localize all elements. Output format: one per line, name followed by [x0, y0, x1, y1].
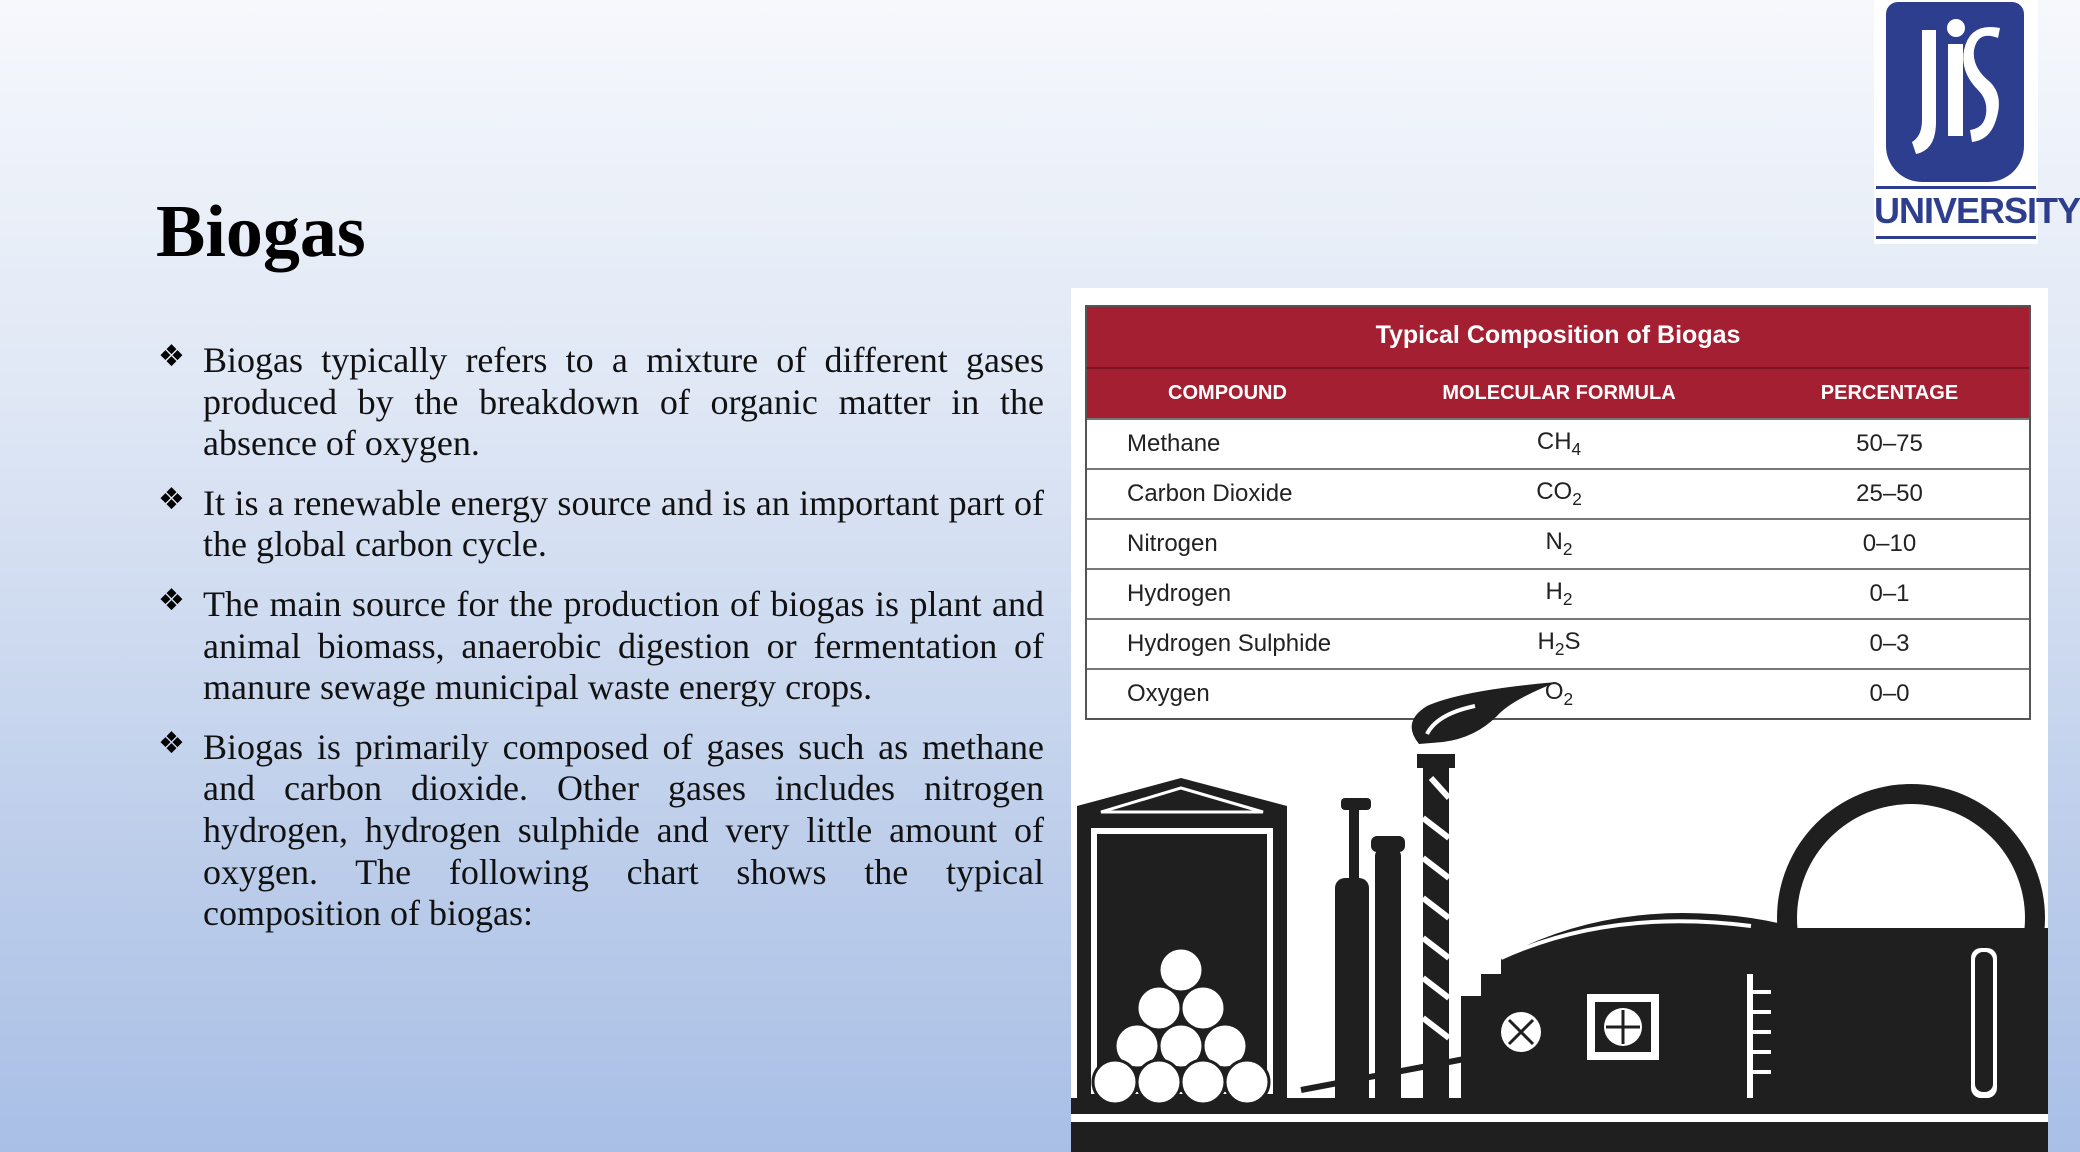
compound-cell: Oxygen — [1087, 669, 1368, 718]
table-row — [1087, 469, 2029, 519]
ground-base — [1071, 1122, 2048, 1152]
logo-rule-top — [1876, 186, 2036, 189]
biogas-composition-figure — [1071, 288, 2048, 1152]
bullet-list — [156, 340, 1044, 953]
bullet-text: The main source for the production of biogas is plant and animal biomass, anaerobic digestion or fermentation of manure sewage municipal waste energy crops. — [203, 583, 1044, 708]
formula-cell: $CH_4$ — [1368, 419, 1750, 469]
logo-mark — [1886, 2, 2024, 182]
formula-cell: $H_2S$ — [1368, 619, 1750, 669]
tank-left — [1335, 878, 1369, 1108]
bullet-item — [156, 483, 1044, 566]
logo-rule-bottom — [1876, 236, 2036, 239]
table-header-row — [1087, 368, 2029, 419]
stack-cap — [1417, 754, 1455, 768]
composition-table — [1085, 305, 2031, 720]
jis-university-logo — [1874, 0, 2080, 244]
flame — [1412, 682, 1557, 744]
biogas-plant-illustration — [1071, 678, 2048, 1152]
table-row — [1087, 519, 2029, 569]
diamond-bullet-icon: ❖ — [158, 582, 185, 618]
stack — [1423, 764, 1449, 1108]
percentage-cell: 0–1 — [1750, 569, 2029, 619]
percentage-cell: 0–3 — [1750, 619, 2029, 669]
table-row — [1087, 419, 2029, 469]
diamond-bullet-icon: ❖ — [158, 725, 185, 761]
bullet-text: Biogas is primarily composed of gases such as methane and carbon dioxide. Other gases includes nitrogen hydrogen, hydrogen sulphide and very little amount of oxygen. The following chart shows the typical composition of biogas: — [203, 726, 1044, 934]
table-body — [1087, 419, 2029, 718]
header-percentage: PERCENTAGE — [1750, 368, 2029, 419]
bullet-item — [156, 340, 1044, 465]
header-formula: MOLECULAR FORMULA — [1368, 368, 1750, 419]
table-row — [1087, 569, 2029, 619]
percentage-cell: 50–75 — [1750, 419, 2029, 469]
formula-cell: $N_2$ — [1368, 519, 1750, 569]
diamond-bullet-icon: ❖ — [158, 481, 185, 517]
formula-cell: $H_2$ — [1368, 569, 1750, 619]
table-row — [1087, 619, 2029, 669]
compound-cell: Carbon Dioxide — [1087, 469, 1368, 519]
compound-cell: Methane — [1087, 419, 1368, 469]
bullet-item — [156, 584, 1044, 709]
percentage-cell: 0–10 — [1750, 519, 2029, 569]
formula-cell: $O_2$ — [1368, 669, 1750, 718]
bullet-item — [156, 727, 1044, 935]
formula-cell: $CO_2$ — [1368, 469, 1750, 519]
percentage-cell: 0–0 — [1750, 669, 2029, 718]
table-title: Typical Composition of Biogas — [1087, 307, 2029, 367]
logo-text: UNIVERSITY — [1874, 190, 2080, 231]
logo-letters-icon — [1886, 2, 2024, 182]
slide-title: Biogas — [156, 191, 366, 273]
bullet-text: It is a renewable energy source and is an important part of the global carbon cycle. — [203, 482, 1044, 565]
header-compound: COMPOUND — [1087, 368, 1368, 419]
compound-cell: Hydrogen Sulphide — [1087, 619, 1368, 669]
compound-cell: Nitrogen — [1087, 519, 1368, 569]
diamond-bullet-icon: ❖ — [158, 339, 185, 374]
composition-grid — [1087, 367, 2029, 718]
bullet-text: Biogas typically refers to a mixture of different gases produced by the breakdown of organic matter in the absence of oxygen. — [203, 340, 1044, 464]
compound-cell: Hydrogen — [1087, 569, 1368, 619]
percentage-cell: 25–50 — [1750, 469, 2029, 519]
